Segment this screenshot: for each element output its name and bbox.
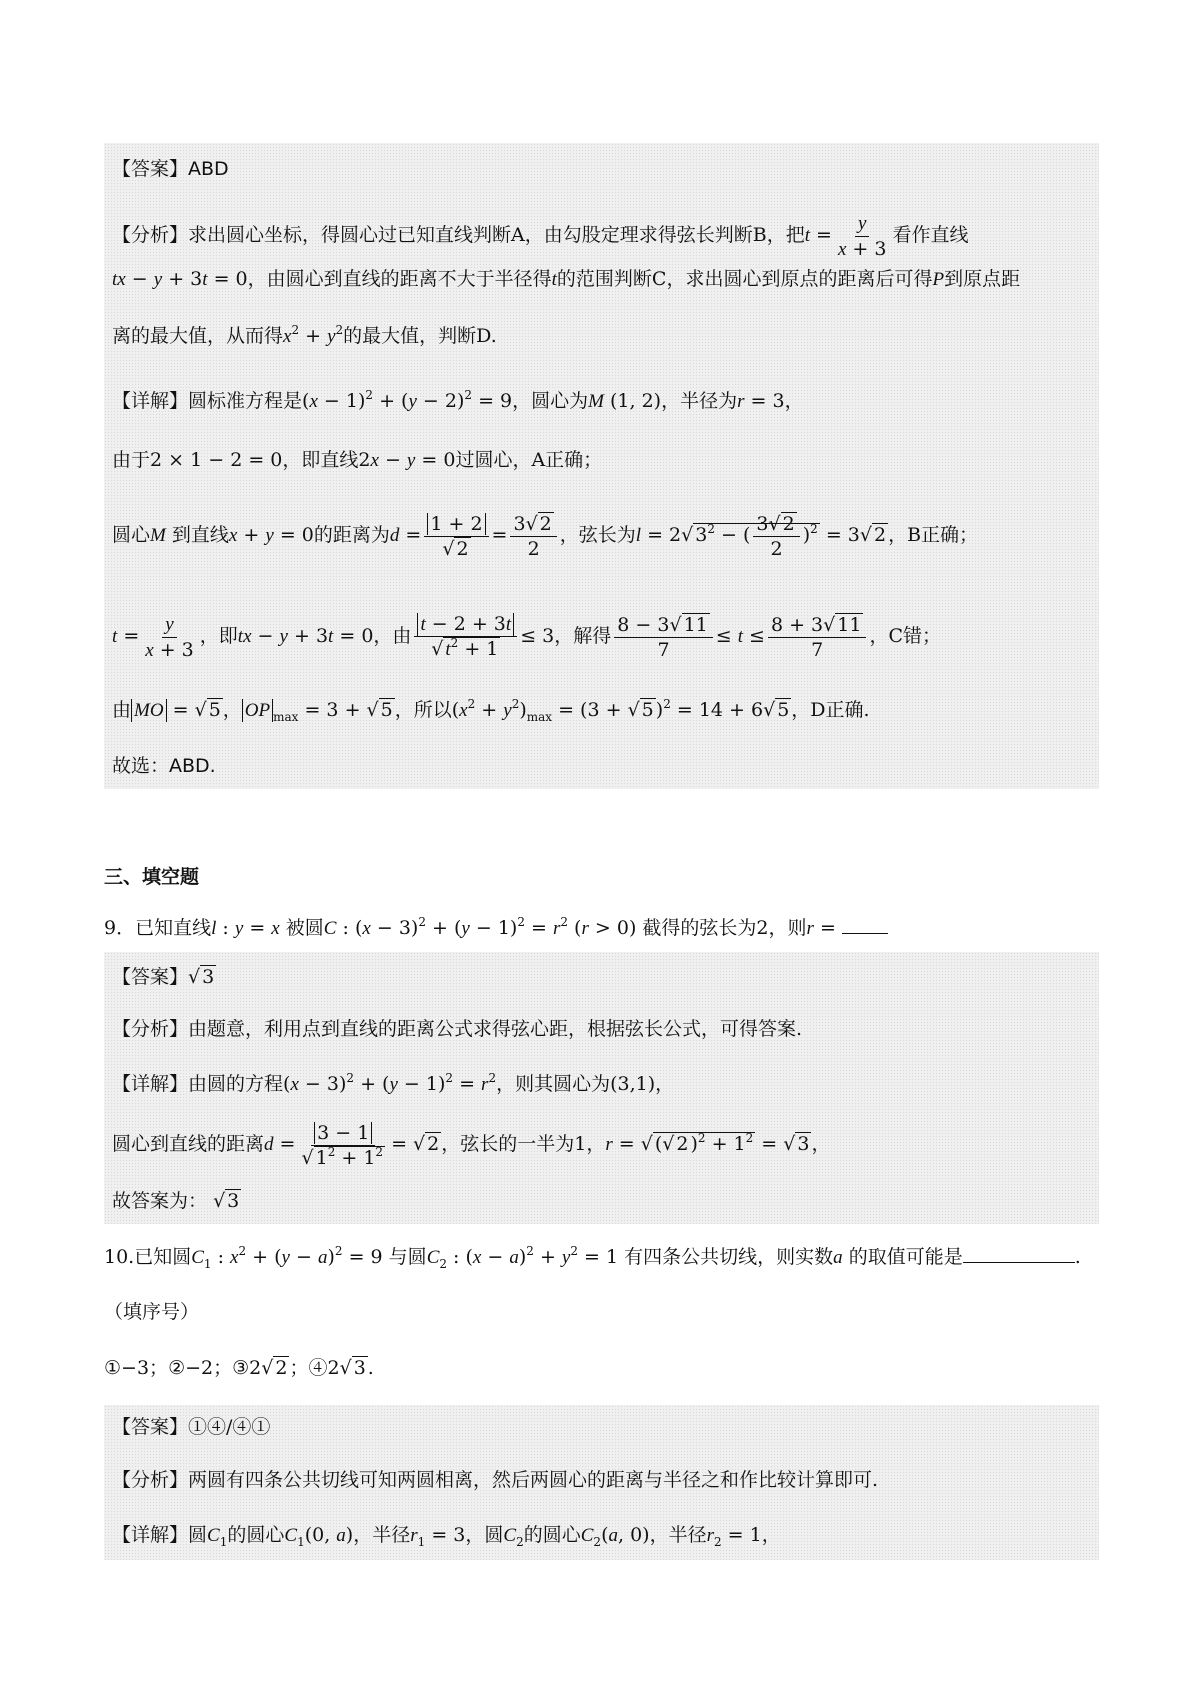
analysis-label: 【分析】 <box>112 224 189 246</box>
analysis-label: 【分析】 <box>112 1018 189 1040</box>
q9-question: 9．已知直线l : y = x 被圆C : $(x - 3)^2 + (y - 1)^2 = r^2$ (r > 0) 截得的弦长为2，则r = <box>104 913 1104 944</box>
q9-detail-line-2: 圆心到直线的距离d = $\frac{3 - 1}{√ 1^2 + 1^2}$ = √ 2 ，弦长的一半为1，r = √ (√ 2 )$^2 + 1^2$ = √ 3 ， <box>112 1121 831 1169</box>
q8-detail-line-3: 圆心M 到直线x + y = 0的距离为d = $\frac{1 + 2}{√ 2}$ = $\frac{3√ 2}{2}$ ，弦长为l = 2√ $3^2$ − ( $\frac{3√ 2}{2}$ )$^2$ = 3√ 2 ，B正确； <box>112 512 979 560</box>
answer-value: ABD <box>188 158 229 180</box>
answer-label: 【答案】 <box>112 1416 189 1438</box>
q10-detail-line: 【详解】圆$C_1$的圆心$C_1(0$, a)，半径$r_1 = 3$，圆$C_2$的圆心$C_2(a$, 0)，半径$r_2 = 1$， <box>112 1524 781 1549</box>
q8-answer-line <box>112 154 1104 184</box>
choice-text: 故选：ABD. <box>112 755 216 777</box>
q10-analysis-line: 【分析】两圆有四条公共切线可知两圆相离，然后两圆心的距离与半径之和作比较计算即可. <box>112 1469 879 1491</box>
q8-detail-line-1: 【详解】圆标准方程是$(x - 1)^2 + (y - 2)^2 = 9$，圆心为M (1, 2)，半径为r = 3， <box>112 388 804 412</box>
section-title: 三、填空题 <box>104 866 200 888</box>
q8-choice-line <box>112 751 1104 781</box>
q8-analysis-line-3: 离的最大值，从而得$x^2 + y^2$的最大值，判断D. <box>112 323 497 347</box>
detail-label: 【详解】 <box>112 1524 189 1546</box>
answer-blank[interactable] <box>842 933 888 934</box>
q9-analysis-line: 【分析】由题意，利用点到直线的距离公式求得弦心距，根据弦长公式，可得答案. <box>112 1018 803 1040</box>
detail-label: 【详解】 <box>112 1073 189 1095</box>
q9-conclusion-line: 故答案为： √ 3 <box>112 1190 240 1212</box>
q8-detail-line-4: t = $\frac{y}{x + 3}$ ，即tx − y + 3t = 0，由 $\frac{t - 2 + 3t}{√ t^2 + 1}$ ≤ 3，解得 $\frac{8 - 3√ 11}{7}$ ≤ t ≤ $\frac{8 + 3√ 11}{7}$ ，C错； <box>112 613 941 661</box>
detail-label: 【详解】 <box>112 390 189 412</box>
q8-analysis-line-2: tx − y + 3t = 0，由圆心到直线的距离不大于半径得t的范围判断C，求出圆心到原点的距离后可得P到原点距 <box>112 268 1021 290</box>
q10-options: ①−3；②−2；③2√ 2 ；④2√ 3 . <box>104 1357 374 1379</box>
answer-label: 【答案】 <box>112 158 189 180</box>
fraction-y-over-x-plus-3: $\frac{y}{x + 3}$ <box>837 212 887 260</box>
answer-label: 【答案】 <box>112 966 189 988</box>
answer-value: ①④/④① <box>188 1416 271 1438</box>
q9-detail-line-1: 【详解】由圆的方程$(x - 3)^2 + (y - 1)^2 = r^2$，则其圆心为(3,1)， <box>112 1071 675 1095</box>
q10-answer-line <box>112 1412 1104 1442</box>
q8-detail-line-2: 由于2 × 1 − 2 = 0，即直线2x − y = 0过圆心，A正确； <box>112 449 603 471</box>
answer-blank[interactable] <box>963 1262 1075 1263</box>
q10-question: 10.已知圆$C_1$ : $x^2 + (y - a)^2 = 9$ 与圆$C_2$ : $(x - a)^2 + y^2 = 1$ 有四条公共切线，则实数a 的取值可能是 . <box>104 1244 1081 1271</box>
analysis-label: 【分析】 <box>112 1469 189 1491</box>
q8-analysis-line-1: 【分析】求出圆心坐标，得圆心过已知直线判断A，由勾股定理求得弦长判断B，把t = $\frac{y}{x + 3}$ 看作直线 <box>112 212 969 260</box>
q9-answer-line: 【答案】√ 3 <box>112 966 215 988</box>
q10-fill-hint: （填序号） <box>104 1301 200 1323</box>
q8-detail-line-5: 由 MO = √ 5 ， OP $_{max}$ = 3 + √ 5 ，所以$(x^2 + y^2)_{max} = (3$ + √ 5 )$^2$ = 14 + 6√ 5 ，D正确. <box>112 697 870 724</box>
